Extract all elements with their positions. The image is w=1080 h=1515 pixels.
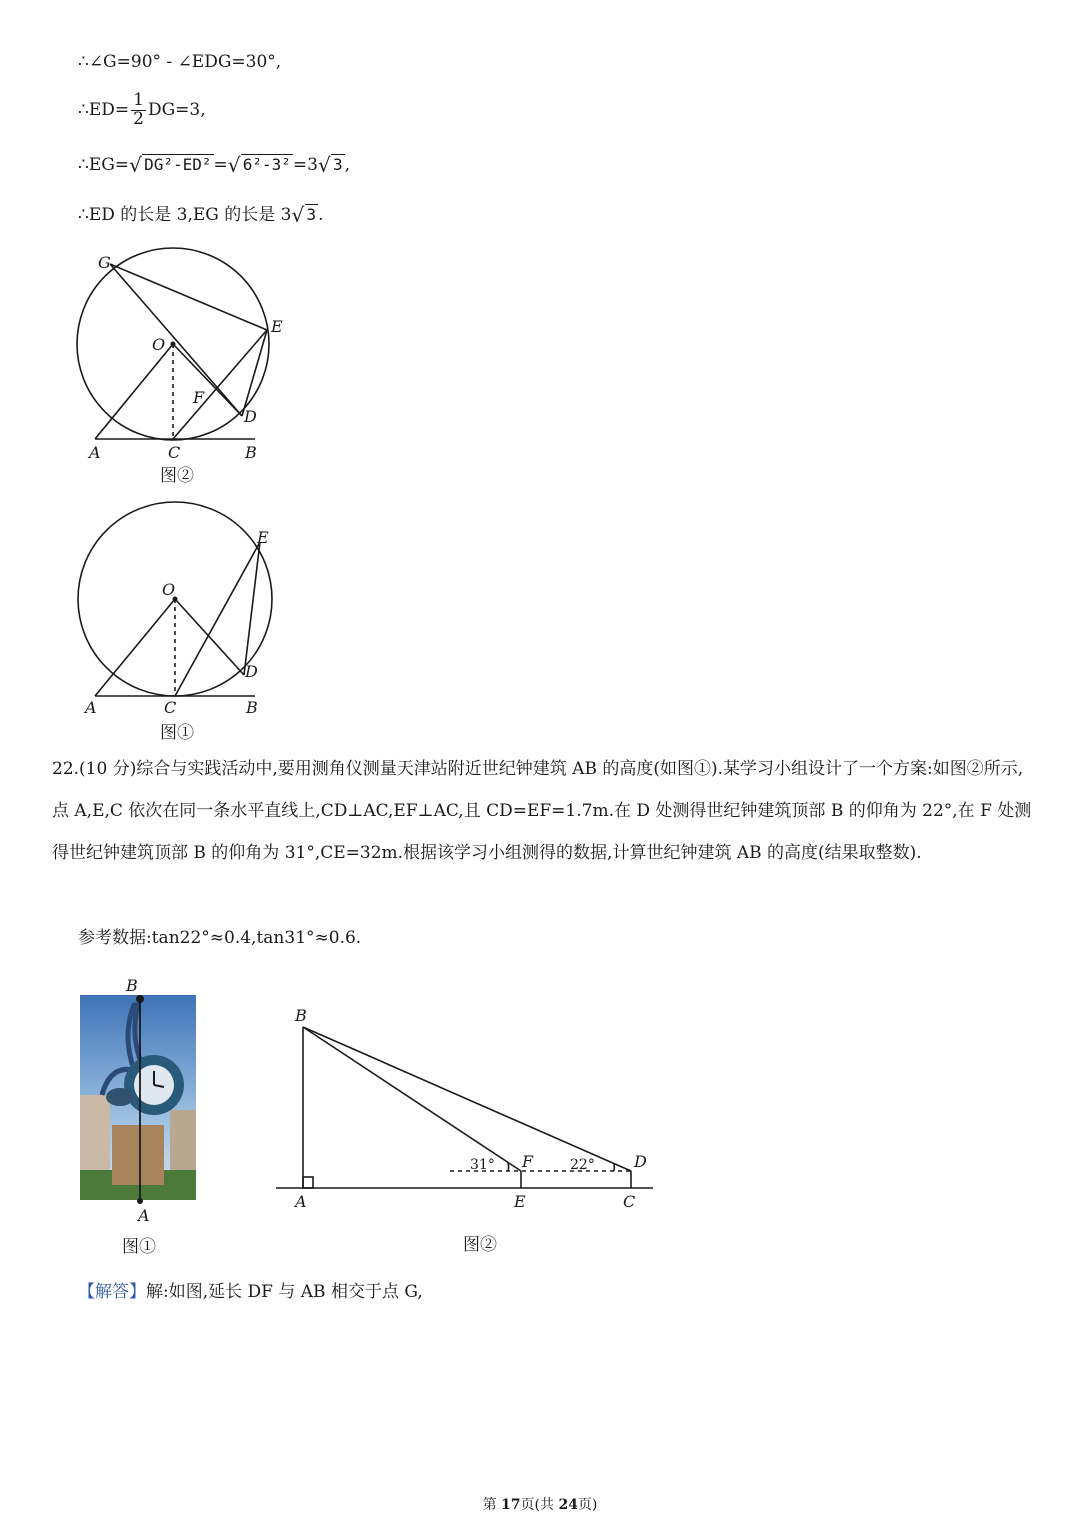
diagram-label-f: F <box>522 1152 534 1171</box>
diagram-label-e: E <box>514 1192 526 1211</box>
label-d: D <box>244 407 257 426</box>
diagram-label-c: C <box>623 1192 636 1211</box>
measurement-diagram <box>270 1000 665 1215</box>
fraction-one-half: $\frac{1}{2}$ <box>133 90 144 129</box>
problem-number: 22. <box>52 759 80 779</box>
sqrt-3: √ 3 <box>317 153 343 177</box>
reference-data: 参考数据:tan22°≈0.4,tan31°≈0.6. <box>78 928 362 948</box>
step-eg: ∴EG= √ DG²-ED² = √ 6²-3² =3 √ 3 , <box>78 153 351 177</box>
page-total: 24 <box>558 1497 578 1513</box>
problem-text: 综合与实践活动中,要用测角仪测量天津站附近世纪钟建筑 AB 的高度(如图①).某学习小组设计了一个方案:如图②所示,点 A,E,C 依次在同一条水平直线上,CD⊥AC,EF⊥AC,且 CD=EF=1.7m.在 D 处测得世纪钟建筑顶部 B 的仰角为 22°,在 F 处测得世纪钟建筑顶部 B 的仰角为 31°,CE=32m.根据该学习小组测得的数据,计算世纪钟建筑 AB 的高度(结果取整数). <box>52 759 1032 863</box>
label-o: O <box>152 335 166 354</box>
diagram-label-b: B <box>295 1006 307 1025</box>
label-b: B <box>245 443 257 462</box>
diagram-label-a: A <box>295 1192 307 1211</box>
answer-line <box>78 1282 423 1302</box>
caption-diagram: 图② <box>463 1235 497 1255</box>
problem-points: (10 分) <box>79 759 137 779</box>
caption-figure-2-top: 图② <box>160 466 194 486</box>
label-e: E <box>257 528 269 547</box>
page-number: 17 <box>501 1497 521 1513</box>
label-a: A <box>89 443 101 462</box>
caption-figure-1-mid: 图① <box>160 723 194 743</box>
label-a: A <box>85 698 97 717</box>
photo-label-a: A <box>138 1206 150 1225</box>
label-d: D <box>245 662 258 681</box>
circle-figure-1 <box>60 495 320 720</box>
answer-text: 解:如图,延长 DF 与 AB 相交于点 G, <box>146 1282 423 1302</box>
caption-photo: 图① <box>122 1237 156 1257</box>
step-ed: ∴ED= $\frac{1}{2}$ DG=3, <box>78 90 206 129</box>
label-g: G <box>98 253 111 272</box>
circle-figure-2 <box>60 240 320 470</box>
step-angle-g: ∴∠G=90° - ∠EDG=30°, <box>78 52 282 72</box>
label-o: O <box>162 580 176 599</box>
answer-tag: 【解答】 <box>78 1282 146 1302</box>
label-f: F <box>193 388 205 407</box>
angle-label-31: 31° <box>470 1157 495 1173</box>
label-c: C <box>164 698 177 717</box>
sqrt-dg-ed: √ DG²-ED² <box>129 153 212 177</box>
clock-tower-photo <box>72 975 207 1225</box>
label-b: B <box>246 698 258 717</box>
label-e: E <box>271 317 283 336</box>
page-footer: 第 17页(共 24页) <box>482 1497 598 1513</box>
diagram-label-d: D <box>634 1152 647 1171</box>
sqrt-6-3: √ 6²-3² <box>227 153 291 177</box>
label-c: C <box>168 443 181 462</box>
photo-label-b: B <box>126 976 138 995</box>
step-conclusion: ∴ED 的长是 3,EG 的长是 3 √ 3 . <box>78 203 324 227</box>
angle-label-22: 22° <box>570 1157 595 1173</box>
problem-22 <box>52 748 1032 874</box>
sqrt-3-conclusion: √ 3 <box>291 203 317 227</box>
